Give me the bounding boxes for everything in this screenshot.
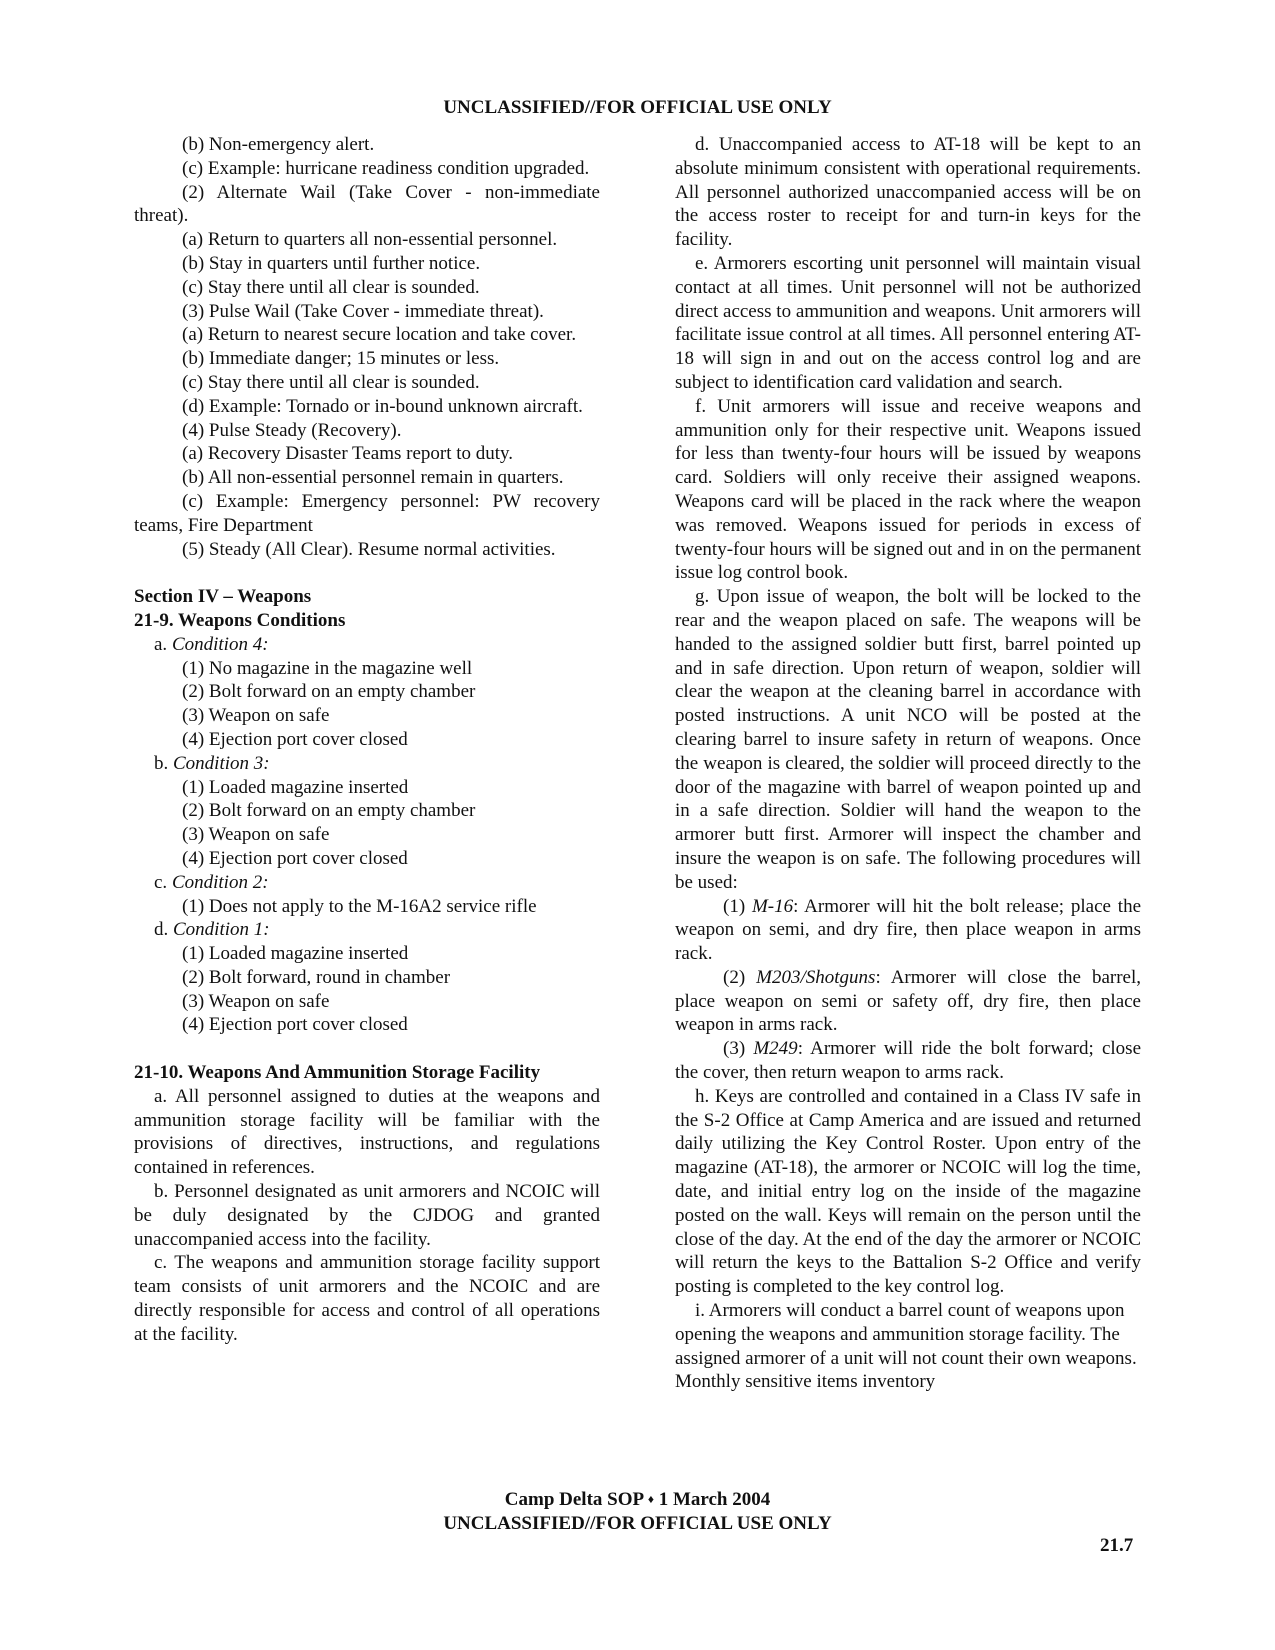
procedure-1: (1) M-16: Armorer will hit the bolt release; place the weapon on semi, and dry fire, then place weapon in arms rack. <box>675 895 1141 965</box>
condition-a-label: Condition 4: <box>171 633 269 655</box>
storage-para-b: b. Personnel designated as unit armorers and NCOIC will be duly designated by the CJDOG and granted unaccompanied access into the facility. <box>134 1181 600 1250</box>
condition-b: b. Condition 3: <box>154 752 270 774</box>
condition-a-1: (1) No magazine in the magazine well <box>182 657 473 679</box>
procedure-2-label: M203/Shotguns <box>756 966 876 988</box>
left-line-15: (c) Example: Emergency personnel: PW recovery teams, Fire Department <box>134 490 600 536</box>
left-line-3: (2) Alternate Wail (Take Cover - non-immediate threat). <box>134 181 600 227</box>
left-column <box>134 133 600 1347</box>
footer-doc-title: Camp Delta SOP <box>504 1489 644 1510</box>
condition-b-label: Condition 3: <box>173 752 270 774</box>
left-line-1: (b) Non-emergency alert. <box>182 134 375 155</box>
left-line-13: (a) Recovery Disaster Teams report to duty. <box>182 443 514 465</box>
storage-para-f: f. Unit armorers will issue and receive weapons and ammunition only for their respective unit. Weapons issued for less than twenty-four hours will be issued by weapons card. Soldiers will only receive their assigned weapons. Weapons card will be placed in the rack where the weapon was removed. Weapons issued for periods in excess of twenty-four hours will be signed out and in on the permanent issue log control book. <box>675 395 1141 584</box>
page-number: 21.7 <box>1100 1535 1134 1556</box>
footer-title-line <box>0 1487 1275 1512</box>
procedure-2: (2) M203/Shotguns: Armorer will close the barrel, place weapon on semi or safety off, dry fire, then place weapon in arms rack. <box>675 966 1141 1036</box>
left-line-5: (b) Stay in quarters until further notice. <box>182 252 481 274</box>
storage-para-e: e. Armorers escorting unit personnel will maintain visual contact at all times. Unit personnel will not be authorized direct access to ammunition and weapons. Unit armorers will facilitate issue control at all times. All personnel entering AT-18 will sign in and out on the access control log and are subject to identification card validation and search. <box>675 252 1141 393</box>
condition-a-3: (3) Weapon on safe <box>182 705 330 727</box>
left-line-12: (4) Pulse Steady (Recovery). <box>182 419 402 441</box>
section-heading: Section IV – Weapons <box>134 586 312 608</box>
storage-para-d: d. Unaccompanied access to AT-18 will be kept to an absolute minimum consistent with operational requirements. All personnel authorized unaccompanied access will be on the access roster to receipt for and turn-in keys for the facility. <box>675 134 1141 251</box>
storage-para-g: g. Upon issue of weapon, the bolt will be locked to the rear and the weapon placed on safe. The weapons will be handed to the assigned soldier butt first, barrel pointed up and in safe direction. Upon return of weapon, soldier will clear the weapon at the cleaning barrel in accordance with posted instructions. A unit NCO will be posted at the clearing barrel to insure safety in return of weapons. Once the weapon is cleared, the soldier will proceed directly to the door of the magazine with barrel of weapon pointed up and in a safe direction. Soldier will hand the weapon to the armorer butt first. Armorer will inspect the chamber and insure the weapon is on safe. The following procedures will be used: <box>675 586 1141 893</box>
condition-a: a. Condition 4: <box>154 633 269 655</box>
left-line-16: (5) Steady (All Clear). Resume normal activities. <box>182 538 556 560</box>
condition-b-1: (1) Loaded magazine inserted <box>182 776 409 798</box>
condition-d-1: (1) Loaded magazine inserted <box>182 943 409 965</box>
condition-c: c. Condition 2: <box>154 871 269 893</box>
condition-d-2: (2) Bolt forward, round in chamber <box>182 966 451 988</box>
left-line-10: (c) Stay there until all clear is sounded. <box>182 371 480 393</box>
condition-b-2: (2) Bolt forward on an empty chamber <box>182 800 476 822</box>
footer-classification: UNCLASSIFIED//FOR OFFICIAL USE ONLY <box>443 1513 832 1534</box>
left-line-2: (c) Example: hurricane readiness condition upgraded. <box>182 157 590 179</box>
left-line-14: (b) All non-essential personnel remain in quarters. <box>182 467 564 489</box>
condition-c-1: (1) Does not apply to the M-16A2 service rifle <box>182 895 537 917</box>
procedure-3-label: M249 <box>753 1038 798 1060</box>
left-line-11: (d) Example: Tornado or in-bound unknown aircraft. <box>182 395 583 417</box>
left-line-6: (c) Stay there until all clear is sounded. <box>182 276 480 298</box>
condition-d-3: (3) Weapon on safe <box>182 990 330 1012</box>
storage-para-a: a. All personnel assigned to duties at the weapons and ammunition storage facility will be familiar with the provisions of directives, instructions, and regulations contained in references. <box>134 1085 600 1179</box>
procedure-3: (3) M249: Armorer will ride the bolt forward; close the cover, then return weapon to arms rack. <box>675 1038 1142 1084</box>
procedure-1-label: M-16 <box>751 895 794 917</box>
condition-d: d. Condition 1: <box>154 919 270 941</box>
left-line-4: (a) Return to quarters all non-essential personnel. <box>182 229 558 251</box>
left-line-9: (b) Immediate danger; 15 minutes or less. <box>182 348 500 370</box>
condition-c-label: Condition 2: <box>171 871 269 893</box>
weapons-conditions-heading: 21-9. Weapons Conditions <box>134 609 346 631</box>
storage-para-h: h. Keys are controlled and contained in a Class IV safe in the S-2 Office at Camp America and are issued and returned daily utilizing the Key Control Roster. Upon entry of the magazine (AT-18), the armorer or NCOIC will log the time, date, and initial entry log on the inside of the magazine posted on the wall. Keys will remain on the person until the close of the day. At the end of the day the armorer or NCOIC will return the keys to the Battalion S-2 Office and verify posting is completed to the key control log. <box>675 1085 1141 1298</box>
header-classification: UNCLASSIFIED//FOR OFFICIAL USE ONLY <box>443 97 832 118</box>
spacer <box>134 1037 600 1061</box>
diamond-separator-icon: ♦ <box>647 1492 654 1506</box>
right-column <box>675 133 1141 1394</box>
left-line-7: (3) Pulse Wail (Take Cover - immediate threat). <box>182 300 544 322</box>
storage-para-i: i. Armorers will conduct a barrel count of weapons upon opening the weapons and ammunition storage facility. The assigned armorer of a unit will not count their own weapons. Monthly sensitive items inventory <box>675 1300 1137 1393</box>
condition-d-label: Condition 1: <box>173 919 270 941</box>
condition-b-3: (3) Weapon on safe <box>182 824 330 846</box>
footer-date: 1 March 2004 <box>658 1489 771 1510</box>
condition-a-4: (4) Ejection port cover closed <box>182 728 408 750</box>
storage-para-c: c. The weapons and ammunition storage facility support team consists of unit armorers and the NCOIC and are directly responsible for access and control of all operations at the facility. <box>134 1252 600 1345</box>
spacer <box>134 561 600 585</box>
condition-a-2: (2) Bolt forward on an empty chamber <box>182 681 476 703</box>
condition-d-4: (4) Ejection port cover closed <box>182 1014 408 1036</box>
condition-b-4: (4) Ejection port cover closed <box>182 847 408 869</box>
storage-facility-heading: 21-10. Weapons And Ammunition Storage Facility <box>134 1062 541 1084</box>
footer <box>0 1487 1275 1536</box>
left-line-8: (a) Return to nearest secure location and take cover. <box>182 324 577 346</box>
